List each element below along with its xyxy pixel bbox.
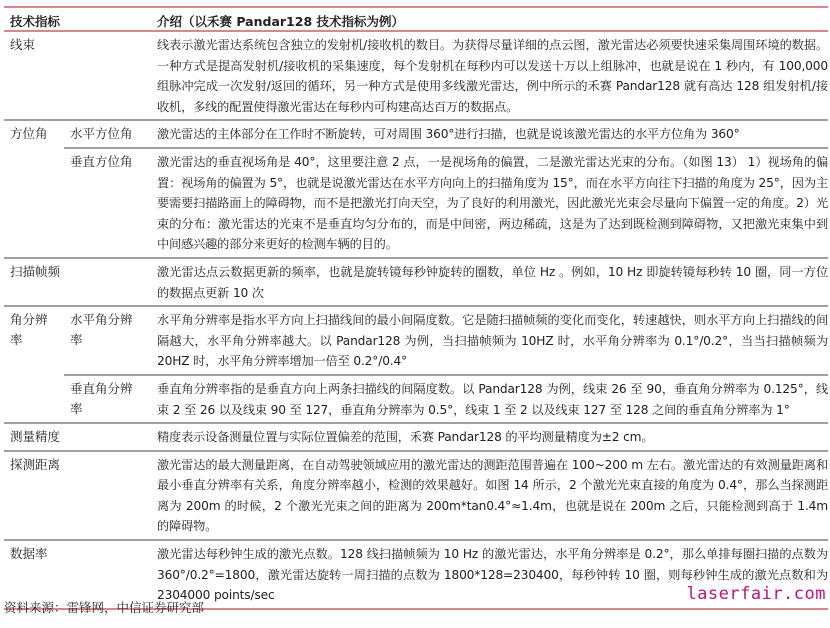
table-subrow: [64, 307, 828, 376]
subrow-label: 垂直方位角: [70, 153, 133, 169]
row-label: 角分辨率: [10, 312, 48, 348]
row-text: 垂直角分辨率指的是垂直方向上两条扫描线的间隔度数。以 Pandar128 为例，线束 26 至 90，垂直角分辨率为 0.125°，线束 2 至 26 以及线束 90 至 127，垂直角分辨率为 0.5°，线束 1 至 2 以及线束 127 至 128 之间的垂直角分辨率为 1°: [157, 381, 828, 417]
header-metric: 技术指标: [10, 14, 61, 29]
row-label: 扫描帧频: [10, 263, 61, 279]
row-text: 线表示激光雷达系统包含独立的发射机/接收机的数目。为获得尽量详细的点云图，激光雷达必须要快速采集周围环境的数据。一种方式是提高发射机/接收机的采集速度，每个发射机在每秒内可以发送十万以上组脉冲，也就是说在 1 秒内，有 100,000 组脉冲完成一次发射/返回的循环，另一种方式是使用多线激光雷达，例中所示的禾赛 Pandar128 就有高达 128 组发射机/接收机，多线的配置使得激光雷达在每秒内可构建高达百万的数据点。: [157, 38, 828, 114]
subrow-label: 水平角分辨率: [70, 312, 133, 348]
row-label: 线束: [10, 37, 36, 52]
subrow-label: 垂直角分辨率: [70, 380, 133, 416]
row-text: 激光雷达的主体部分在工作时不断旋转，可对周围 360°进行扫描，也就是说该激光雷达的水平方位角为 360°: [157, 127, 740, 142]
row-text: 水平角分辨率是指水平方向上扫描线间的最小间隔度数。它是随扫描帧频的变化而变化，转速越快，则水平方向上扫描线的间隔越大，水平角分辨率越大。以 Pandar128 为例，当扫描帧频为 10HZ 时，水平角分辨率为 0.1°/0.2°，当当扫描帧频为 20HZ 时，水平角分辨率增加一倍至 0.2°/0.4°: [157, 313, 828, 369]
table-row: [4, 424, 828, 452]
row-label: 方位角: [10, 126, 48, 142]
header-description: 介绍（以禾赛 Pandar128 技术指标为例）: [157, 14, 405, 29]
row-label: 探测距离: [10, 456, 61, 472]
watermark: laserfair.com: [686, 584, 826, 604]
source-note: 资料来源：雷锋网，中信证券研究部: [4, 600, 205, 615]
subrow-label: 水平方位角: [70, 126, 133, 142]
table-row: [4, 259, 828, 307]
table-subrow: [64, 121, 828, 149]
table-row-group: [4, 121, 828, 259]
row-text: 激光雷达每秒钟生成的激光点数。128 线扫描帧频为 10 Hz 的激光雷达，水平角分辨率是 0.2°，那么单排每圈扫描的点数为 360°/0.2°=1800，激光雷达旋转一周扫描的点数为 1800*128=230400，每秒钟转 10 圈，则每秒钟生成的激光点数和为 2304000 points/sec: [157, 547, 828, 603]
table-row: [4, 452, 828, 541]
row-text: 激光雷达的最大测量距离，在自动驾驶领域应用的激光雷达的测距范围普遍在 100~200 m 左右。激光雷达的有效测量距离和最小垂直分辨率有关系，角度分辨率越小，检测的效果越好。如图 14 所示，2 个激光光束直接的角度为 0.4°，那么当探测距离为 200m 的时候，2 个激光光束之间的距离为 200m*tan0.4°≈1.4m，也就是说在 200m 之后，只能检测到高于 1.4m 的障碍物。: [157, 457, 828, 534]
table-header: [4, 8, 828, 32]
row-label: 测量精度: [10, 429, 61, 445]
table-subrow: [64, 376, 828, 422]
row-text: 激光雷达点云数据更新的频率，也就是旋转镜每秒钟旋转的圈数，单位 Hz 。例如，10 Hz 即旋转镜每秒转 10 圈，同一方位的数据点更新 10 次: [157, 264, 828, 300]
table-row: [4, 32, 828, 121]
row-text: 激光雷达的垂直视场角是 40°，这里要注意 2 点，一是视场角的偏置，二是激光雷达光束的分布。（如图 13） 1）视场角的偏置：视场角的偏置为 5°，也就是说激光雷达在水平方向向上的扫描角度为 15°，而在水平方向往下扫描的角度为 25°，因为主要需要扫描路面上的障碍物，而不是把激光打向天空，为了良好的利用激光，因此激光光束会尽量向下偏置一定的角度。2）光束的分布：激光雷达的光束不是垂直均匀分布的，而是中间密，两边稀疏，这是为了达到既检测到障碍物，又把激光束集中到中间感兴趣的部分来更好的检测车辆的目的。: [157, 154, 828, 252]
table-row-group: [4, 307, 828, 424]
table-subrow: [64, 149, 828, 257]
row-text: 精度表示设备测量位置与实际位置偏差的范围，禾赛 Pandar128 的平均测量精度为±2 cm。: [157, 430, 654, 445]
spec-table: [4, 6, 828, 610]
row-label: 数据率: [10, 546, 48, 562]
